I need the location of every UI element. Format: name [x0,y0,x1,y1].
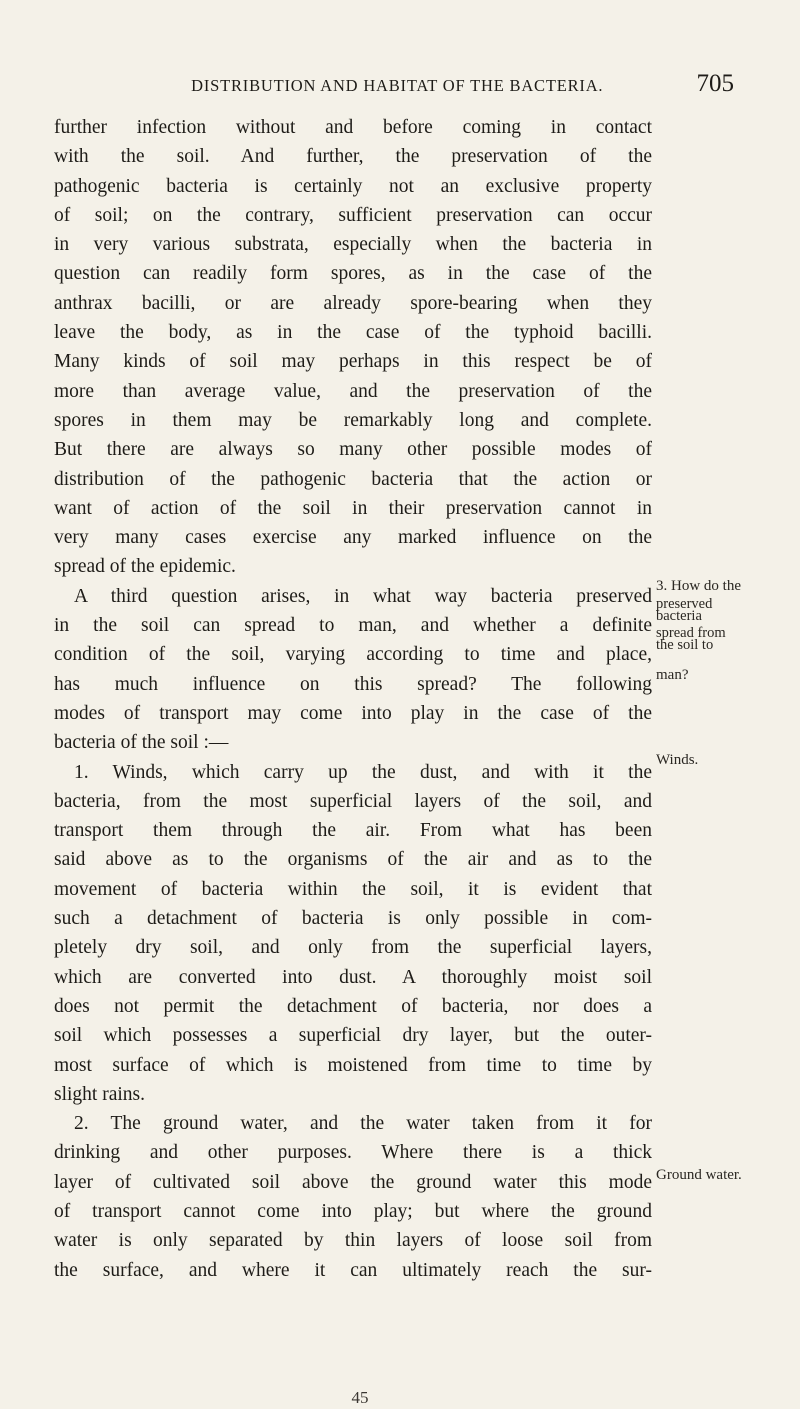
margin-note-how-do: 3. How do the [656,578,741,594]
text-line: anthrax bacilli, or are already spore-bearing when they [54,292,652,314]
text-line: slight rains. [54,1083,145,1105]
running-head: DISTRIBUTION AND HABITAT OF THE BACTERIA. [191,76,604,95]
margin-note-ground-water: Ground water. [656,1167,742,1183]
text-line: has much influence on this spread? The following [54,673,652,695]
margin-note-man: man? [656,667,689,683]
text-line: leave the body, as in the case of the typhoid bacilli. [54,322,652,344]
margin-note-bacteria: bacteria [656,608,702,624]
text-line: said above as to the organisms of the air and as to the [54,849,652,871]
text-line: spores in them may be remarkably long and complete. [54,409,652,431]
margin-note-spread-from: spread from [656,625,726,641]
text-line: soil which possesses a superficial dry layer, but the outer- [54,1025,652,1047]
text-line: the surface, and where it can ultimately reach the sur- [54,1259,652,1281]
text-line: distribution of the pathogenic bacteria that the action or [54,468,652,490]
page-number: 705 [696,70,734,97]
text-line: does not permit the detachment of bacteria, nor does a [54,995,652,1017]
body-text [54,113,652,1285]
page-header [104,70,734,98]
margin-note-winds: Winds. [656,752,699,768]
text-line: 2. The ground water, and the water taken from it for [74,1113,652,1135]
text-line: such a detachment of bacteria is only possible in com- [54,908,652,930]
text-line: transport them through the air. From what has been [54,820,652,842]
text-line: Many kinds of soil may perhaps in this respect be of [54,351,652,373]
text-line: A third question arises, in what way bacteria preserved [74,585,652,607]
text-line: with the soil. And further, the preservation of the [54,146,652,168]
text-line: 1. Winds, which carry up the dust, and with it the [74,761,652,783]
text-line: bacteria of the soil :— [54,732,229,754]
text-line: But there are always so many other possible modes of [54,439,652,461]
text-line: of transport cannot come into play; but where the ground [54,1200,652,1222]
text-line: want of action of the soil in their preservation cannot in [54,497,652,519]
text-line: modes of transport may come into play in the case of the [54,702,652,724]
text-line: more than average value, and the preservation of the [54,380,652,402]
margin-note-the-soil-to: the soil to [656,637,714,653]
text-line: water is only separated by thin layers of loose soil from [54,1230,652,1252]
text-line: layer of cultivated soil above the ground water this mode [54,1171,652,1193]
text-line: of soil; on the contrary, sufficient preservation can occur [54,204,652,226]
signature-mark: 45 [351,1388,369,1407]
text-line: very many cases exercise any marked influence on the [54,527,652,549]
text-line: movement of bacteria within the soil, it is evident that [54,878,652,900]
text-line: pathogenic bacteria is certainly not an exclusive property [54,175,652,197]
text-line: further infection without and before coming in contact [54,117,652,138]
text-line: most surface of which is moistened from time to time by [54,1054,652,1076]
text-line: pletely dry soil, and only from the superficial layers, [54,937,652,959]
text-line: bacteria, from the most superficial layers of the soil, and [54,790,652,812]
text-line: condition of the soil, varying according to time and place, [54,644,652,666]
text-line: which are converted into dust. A thoroughly moist soil [54,966,652,988]
text-line: in the soil can spread to man, and whether a definite [54,615,652,637]
text-line: spread of the epidemic. [54,556,236,578]
text-line: question can readily form spores, as in the case of the [54,263,652,285]
margin-note-preserved: preserved [656,596,713,612]
text-line: drinking and other purposes. Where there is a thick [54,1142,652,1164]
text-line: in very various substrata, especially when the bacteria in [54,234,652,256]
